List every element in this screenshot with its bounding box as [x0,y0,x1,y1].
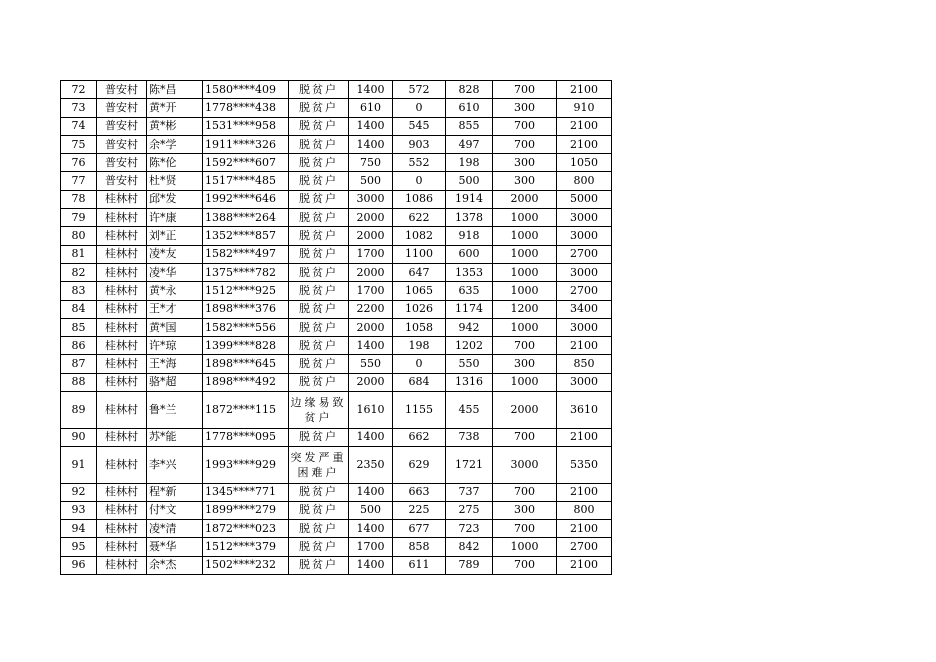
cell-amount-b[interactable]: 1174 [446,300,493,318]
cell-amount-sum[interactable]: 3000 [557,373,612,391]
cell-amount-sum[interactable]: 5350 [557,446,612,483]
cell-phone[interactable]: 1517****485 [203,172,289,190]
cell-village[interactable]: 桂林村 [97,300,147,318]
cell-row-number[interactable]: 87 [61,355,97,373]
cell-amount-a[interactable]: 629 [393,446,446,483]
cell-row-number[interactable]: 90 [61,428,97,446]
table-row [61,99,612,117]
cell-village[interactable]: 桂林村 [97,538,147,556]
cell-village[interactable]: 桂林村 [97,263,147,281]
cell-name[interactable]: 黄*开 [147,99,203,117]
cell-amount-c[interactable]: 700 [493,135,557,153]
data-table [60,80,612,575]
cell-name[interactable]: 凌*华 [147,263,203,281]
cell-amount-b[interactable]: 1202 [446,337,493,355]
cell-amount-sum[interactable]: 2100 [557,81,612,99]
cell-village[interactable]: 桂林村 [97,428,147,446]
cell-amount-total[interactable]: 1400 [349,117,393,135]
cell-category[interactable]: 脱贫户 [289,117,349,135]
cell-name[interactable]: 余*杰 [147,556,203,574]
cell-amount-a[interactable]: 0 [393,99,446,117]
cell-amount-a[interactable]: 545 [393,117,446,135]
cell-amount-sum[interactable]: 3000 [557,209,612,227]
table-row [61,172,612,190]
cell-amount-sum[interactable]: 3400 [557,300,612,318]
cell-amount-b[interactable]: 275 [446,501,493,519]
cell-row-number[interactable]: 95 [61,538,97,556]
cell-category[interactable]: 脱贫户 [289,263,349,281]
cell-amount-c[interactable]: 700 [493,117,557,135]
cell-amount-c[interactable]: 2000 [493,392,557,429]
cell-category[interactable]: 脱贫户 [289,300,349,318]
cell-row-number[interactable]: 83 [61,282,97,300]
cell-amount-a[interactable]: 662 [393,428,446,446]
cell-amount-c[interactable]: 2000 [493,190,557,208]
cell-row-number[interactable]: 81 [61,245,97,263]
cell-phone[interactable]: 1399****828 [203,337,289,355]
cell-phone[interactable]: 1778****095 [203,428,289,446]
cell-amount-c[interactable]: 300 [493,501,557,519]
cell-row-number[interactable]: 79 [61,209,97,227]
cell-row-number[interactable]: 88 [61,373,97,391]
cell-amount-total[interactable]: 1700 [349,282,393,300]
cell-amount-c[interactable]: 1000 [493,538,557,556]
cell-amount-total[interactable]: 2000 [349,263,393,281]
cell-amount-sum[interactable]: 3610 [557,392,612,429]
cell-category[interactable]: 脱贫户 [289,135,349,153]
cell-name[interactable]: 王*海 [147,355,203,373]
cell-name[interactable]: 聂*华 [147,538,203,556]
cell-amount-c[interactable]: 1000 [493,245,557,263]
cell-phone[interactable]: 1778****438 [203,99,289,117]
cell-amount-total[interactable]: 610 [349,99,393,117]
cell-amount-a[interactable]: 663 [393,483,446,501]
cell-name[interactable]: 凌*清 [147,520,203,538]
cell-name[interactable]: 邱*发 [147,190,203,208]
cell-amount-sum[interactable]: 850 [557,355,612,373]
cell-amount-sum[interactable]: 1050 [557,154,612,172]
cell-row-number[interactable]: 96 [61,556,97,574]
cell-amount-total[interactable]: 1400 [349,337,393,355]
cell-village[interactable]: 桂林村 [97,209,147,227]
cell-phone[interactable]: 1898****645 [203,355,289,373]
cell-amount-b[interactable]: 828 [446,81,493,99]
cell-phone[interactable]: 1872****023 [203,520,289,538]
table-row [61,337,612,355]
cell-category[interactable]: 突发严重困难户 [289,446,349,483]
table-row [61,318,612,336]
table-row [61,209,612,227]
cell-amount-total[interactable]: 1400 [349,520,393,538]
cell-amount-a[interactable]: 0 [393,355,446,373]
cell-amount-sum[interactable]: 2100 [557,337,612,355]
table-row [61,446,612,483]
cell-row-number[interactable]: 77 [61,172,97,190]
cell-amount-a[interactable]: 225 [393,501,446,519]
cell-phone[interactable]: 1582****497 [203,245,289,263]
cell-amount-sum[interactable]: 5000 [557,190,612,208]
cell-amount-a[interactable]: 1155 [393,392,446,429]
cell-village[interactable]: 普安村 [97,154,147,172]
cell-row-number[interactable]: 80 [61,227,97,245]
cell-amount-total[interactable]: 2000 [349,227,393,245]
table-row [61,135,612,153]
cell-row-number[interactable]: 86 [61,337,97,355]
cell-amount-b[interactable]: 723 [446,520,493,538]
cell-amount-sum[interactable]: 2100 [557,556,612,574]
table-row [61,483,612,501]
cell-village[interactable]: 普安村 [97,135,147,153]
cell-amount-c[interactable]: 700 [493,520,557,538]
cell-amount-total[interactable]: 1400 [349,483,393,501]
cell-phone[interactable]: 1993****929 [203,446,289,483]
cell-category[interactable]: 脱贫户 [289,209,349,227]
cell-amount-b[interactable]: 455 [446,392,493,429]
cell-amount-a[interactable]: 0 [393,172,446,190]
cell-amount-total[interactable]: 2350 [349,446,393,483]
cell-village[interactable]: 桂林村 [97,337,147,355]
table-row [61,428,612,446]
cell-amount-c[interactable]: 1000 [493,227,557,245]
cell-name[interactable]: 黄*国 [147,318,203,336]
cell-village[interactable]: 桂林村 [97,190,147,208]
cell-phone[interactable]: 1580****409 [203,81,289,99]
cell-amount-total[interactable]: 1400 [349,135,393,153]
cell-amount-c[interactable]: 1000 [493,318,557,336]
cell-name[interactable]: 黄*永 [147,282,203,300]
cell-category[interactable]: 脱贫户 [289,520,349,538]
cell-category[interactable]: 脱贫户 [289,483,349,501]
cell-name[interactable]: 黄*彬 [147,117,203,135]
cell-phone[interactable]: 1531****958 [203,117,289,135]
cell-name[interactable]: 王*才 [147,300,203,318]
cell-category[interactable]: 脱贫户 [289,227,349,245]
cell-amount-total[interactable]: 550 [349,355,393,373]
cell-amount-total[interactable]: 1400 [349,428,393,446]
cell-amount-total[interactable]: 2000 [349,209,393,227]
cell-row-number[interactable]: 73 [61,99,97,117]
cell-phone[interactable]: 1375****782 [203,263,289,281]
cell-village[interactable]: 桂林村 [97,227,147,245]
cell-category[interactable]: 脱贫户 [289,81,349,99]
cell-amount-a[interactable]: 198 [393,337,446,355]
cell-name[interactable]: 陈*伦 [147,154,203,172]
cell-amount-c[interactable]: 1000 [493,282,557,300]
cell-name[interactable]: 程*新 [147,483,203,501]
table-row [61,355,612,373]
cell-amount-b[interactable]: 789 [446,556,493,574]
cell-category[interactable]: 脱贫户 [289,154,349,172]
cell-amount-a[interactable]: 677 [393,520,446,538]
cell-phone[interactable]: 1911****326 [203,135,289,153]
cell-amount-a[interactable]: 647 [393,263,446,281]
cell-phone[interactable]: 1502****232 [203,556,289,574]
table-row [61,538,612,556]
table-row [61,520,612,538]
cell-phone[interactable]: 1592****607 [203,154,289,172]
cell-row-number[interactable]: 91 [61,446,97,483]
cell-amount-sum[interactable]: 2700 [557,245,612,263]
cell-phone[interactable]: 1512****925 [203,282,289,300]
cell-amount-a[interactable]: 1058 [393,318,446,336]
cell-category[interactable]: 脱贫户 [289,556,349,574]
cell-village[interactable]: 普安村 [97,81,147,99]
cell-amount-b[interactable]: 842 [446,538,493,556]
cell-amount-total[interactable]: 2000 [349,373,393,391]
cell-row-number[interactable]: 74 [61,117,97,135]
table-row [61,263,612,281]
cell-name[interactable]: 陈*昌 [147,81,203,99]
table-row [61,501,612,519]
table-row [61,245,612,263]
cell-phone[interactable]: 1388****264 [203,209,289,227]
cell-amount-b[interactable]: 1316 [446,373,493,391]
cell-amount-c[interactable]: 1200 [493,300,557,318]
cell-amount-total[interactable]: 3000 [349,190,393,208]
cell-name[interactable]: 余*学 [147,135,203,153]
cell-amount-total[interactable]: 500 [349,172,393,190]
cell-amount-total[interactable]: 750 [349,154,393,172]
table-row [61,227,612,245]
cell-phone[interactable]: 1898****376 [203,300,289,318]
cell-phone[interactable]: 1992****646 [203,190,289,208]
cell-row-number[interactable]: 82 [61,263,97,281]
cell-village[interactable]: 桂林村 [97,520,147,538]
cell-amount-total[interactable]: 500 [349,501,393,519]
cell-category[interactable]: 脱贫户 [289,318,349,336]
table-body [61,81,612,575]
cell-amount-b[interactable]: 942 [446,318,493,336]
cell-category[interactable]: 脱贫户 [289,355,349,373]
cell-amount-a[interactable]: 858 [393,538,446,556]
table-row [61,117,612,135]
table-row [61,556,612,574]
cell-amount-sum[interactable]: 2100 [557,483,612,501]
cell-row-number[interactable]: 89 [61,392,97,429]
cell-amount-a[interactable]: 552 [393,154,446,172]
cell-amount-b[interactable]: 737 [446,483,493,501]
cell-village[interactable]: 桂林村 [97,392,147,429]
cell-amount-c[interactable]: 1000 [493,373,557,391]
cell-amount-a[interactable]: 1026 [393,300,446,318]
cell-amount-c[interactable]: 700 [493,556,557,574]
cell-amount-b[interactable]: 198 [446,154,493,172]
cell-village[interactable]: 桂林村 [97,556,147,574]
cell-name[interactable]: 杜*贤 [147,172,203,190]
cell-amount-c[interactable]: 300 [493,99,557,117]
cell-amount-a[interactable]: 1065 [393,282,446,300]
table-row [61,190,612,208]
cell-amount-a[interactable]: 1100 [393,245,446,263]
cell-phone[interactable]: 1512****379 [203,538,289,556]
table-row [61,81,612,99]
cell-amount-b[interactable]: 1914 [446,190,493,208]
cell-amount-c[interactable]: 1000 [493,263,557,281]
cell-amount-c[interactable]: 300 [493,172,557,190]
cell-amount-c[interactable]: 3000 [493,446,557,483]
cell-name[interactable]: 苏*能 [147,428,203,446]
cell-category[interactable]: 脱贫户 [289,373,349,391]
cell-row-number[interactable]: 75 [61,135,97,153]
cell-amount-a[interactable]: 611 [393,556,446,574]
cell-phone[interactable]: 1345****771 [203,483,289,501]
cell-amount-a[interactable]: 1086 [393,190,446,208]
cell-amount-b[interactable]: 600 [446,245,493,263]
cell-village[interactable]: 普安村 [97,172,147,190]
cell-amount-total[interactable]: 1400 [349,556,393,574]
cell-name[interactable]: 李*兴 [147,446,203,483]
cell-village[interactable]: 桂林村 [97,318,147,336]
cell-amount-sum[interactable]: 2100 [557,117,612,135]
cell-amount-b[interactable]: 738 [446,428,493,446]
cell-amount-sum[interactable]: 910 [557,99,612,117]
cell-amount-sum[interactable]: 3000 [557,318,612,336]
cell-name[interactable]: 刘*正 [147,227,203,245]
cell-phone[interactable]: 1582****556 [203,318,289,336]
cell-amount-b[interactable]: 497 [446,135,493,153]
cell-village[interactable]: 桂林村 [97,355,147,373]
cell-amount-c[interactable]: 700 [493,483,557,501]
cell-phone[interactable]: 1352****857 [203,227,289,245]
cell-amount-a[interactable]: 622 [393,209,446,227]
cell-category[interactable]: 脱贫户 [289,99,349,117]
cell-amount-b[interactable]: 918 [446,227,493,245]
table-row [61,392,612,429]
cell-amount-sum[interactable]: 3000 [557,263,612,281]
cell-category[interactable]: 脱贫户 [289,337,349,355]
cell-amount-total[interactable]: 1610 [349,392,393,429]
cell-amount-c[interactable]: 300 [493,355,557,373]
cell-amount-a[interactable]: 684 [393,373,446,391]
cell-amount-b[interactable]: 550 [446,355,493,373]
cell-amount-sum[interactable]: 2100 [557,520,612,538]
cell-category[interactable]: 脱贫户 [289,190,349,208]
cell-category[interactable]: 脱贫户 [289,245,349,263]
cell-category[interactable]: 脱贫户 [289,538,349,556]
cell-amount-a[interactable]: 903 [393,135,446,153]
cell-amount-c[interactable]: 700 [493,81,557,99]
cell-amount-c[interactable]: 1000 [493,209,557,227]
cell-amount-c[interactable]: 700 [493,337,557,355]
cell-name[interactable]: 凌*友 [147,245,203,263]
cell-amount-sum[interactable]: 3000 [557,227,612,245]
cell-amount-b[interactable]: 610 [446,99,493,117]
cell-name[interactable]: 骆*超 [147,373,203,391]
cell-name[interactable]: 付*文 [147,501,203,519]
table-row [61,282,612,300]
cell-category[interactable]: 脱贫户 [289,282,349,300]
cell-village[interactable]: 桂林村 [97,483,147,501]
cell-amount-sum[interactable]: 800 [557,172,612,190]
cell-amount-total[interactable]: 1700 [349,245,393,263]
cell-name[interactable]: 许*康 [147,209,203,227]
cell-village[interactable]: 桂林村 [97,446,147,483]
cell-amount-b[interactable]: 855 [446,117,493,135]
cell-amount-a[interactable]: 572 [393,81,446,99]
cell-amount-b[interactable]: 500 [446,172,493,190]
cell-row-number[interactable]: 76 [61,154,97,172]
table-row [61,300,612,318]
cell-name[interactable]: 许*琼 [147,337,203,355]
cell-row-number[interactable]: 92 [61,483,97,501]
cell-category[interactable]: 脱贫户 [289,172,349,190]
cell-amount-b[interactable]: 1353 [446,263,493,281]
table-row [61,154,612,172]
cell-village[interactable]: 普安村 [97,99,147,117]
cell-name[interactable]: 鲁*兰 [147,392,203,429]
cell-phone[interactable]: 1898****492 [203,373,289,391]
cell-amount-sum[interactable]: 2100 [557,135,612,153]
cell-amount-total[interactable]: 2200 [349,300,393,318]
cell-village[interactable]: 桂林村 [97,282,147,300]
cell-amount-sum[interactable]: 2700 [557,282,612,300]
cell-phone[interactable]: 1872****115 [203,392,289,429]
cell-row-number[interactable]: 94 [61,520,97,538]
cell-category[interactable]: 脱贫户 [289,501,349,519]
cell-amount-b[interactable]: 635 [446,282,493,300]
cell-amount-c[interactable]: 300 [493,154,557,172]
cell-row-number[interactable]: 78 [61,190,97,208]
cell-amount-sum[interactable]: 2700 [557,538,612,556]
cell-row-number[interactable]: 93 [61,501,97,519]
cell-village[interactable]: 普安村 [97,117,147,135]
cell-amount-c[interactable]: 700 [493,428,557,446]
cell-category[interactable]: 脱贫户 [289,428,349,446]
table-row [61,373,612,391]
cell-village[interactable]: 桂林村 [97,501,147,519]
cell-village[interactable]: 桂林村 [97,245,147,263]
cell-category[interactable]: 边缘易致贫户 [289,392,349,429]
cell-amount-total[interactable]: 1700 [349,538,393,556]
cell-row-number[interactable]: 84 [61,300,97,318]
cell-amount-b[interactable]: 1721 [446,446,493,483]
cell-amount-total[interactable]: 1400 [349,81,393,99]
cell-amount-b[interactable]: 1378 [446,209,493,227]
cell-amount-sum[interactable]: 2100 [557,428,612,446]
cell-phone[interactable]: 1899****279 [203,501,289,519]
cell-row-number[interactable]: 85 [61,318,97,336]
cell-amount-sum[interactable]: 800 [557,501,612,519]
cell-village[interactable]: 桂林村 [97,373,147,391]
cell-row-number[interactable]: 72 [61,81,97,99]
cell-amount-total[interactable]: 2000 [349,318,393,336]
cell-amount-a[interactable]: 1082 [393,227,446,245]
